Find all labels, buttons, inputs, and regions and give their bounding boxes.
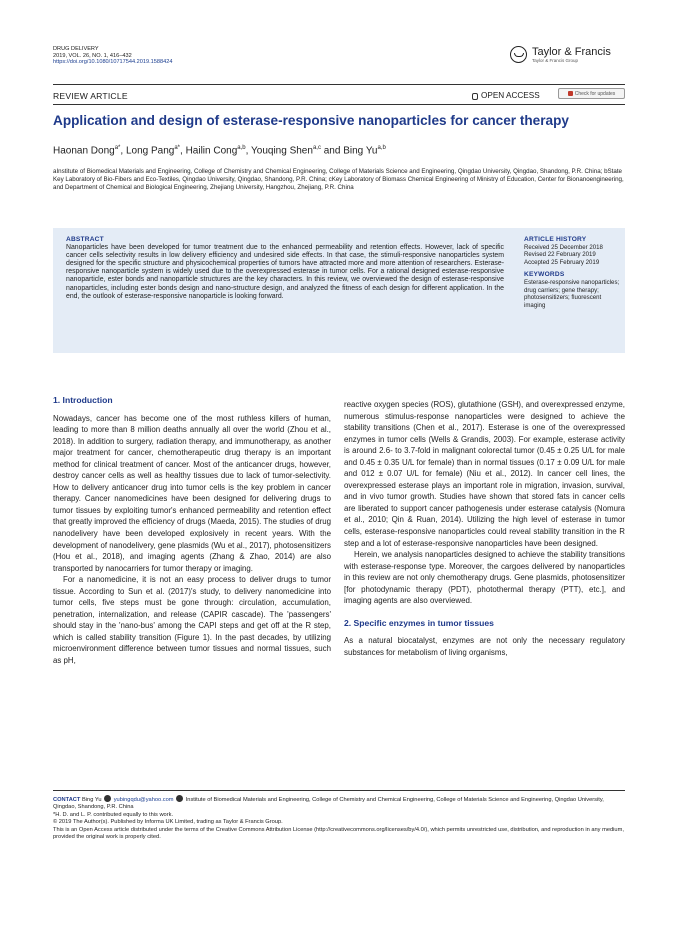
license: This is an Open Access article distributed under the terms of the Creative Commons Attribution License (http://creativecommons.org/licenses/by/4.0/), which permits unrestricted use, distribution, and reproduction in any medium, provided the original work is properly cited. [53,826,624,841]
journal-info [53,46,172,66]
check-updates-button[interactable] [558,88,625,99]
publisher-emblem-icon [510,46,527,63]
title-rule [53,104,625,105]
journal-volume: 2019, VOL. 26, NO. 1, 416–432 [53,52,132,59]
author-affil: a* [114,145,121,151]
affiliations: aInstitute of Biomedical Materials and Engineering, College of Chemistry and Chemical Engineering, College of Materials Science and Engineering, Qingdao University, Qingdao, Shandong, P.R. China; bState Key Laboratory of Bio-Fibers and Eco-Textiles, Qingdao University, Qingdao, Shandong, P.R. China; cKey Laboratory of Biomass Chemical Engineering of Ministry of Education, Center for Bionanoengineering, and Department of Chemical and Biological Engineering, Zhejiang University, Hangzhou, Zhejiang, P.R. China [53,168,624,191]
copyright: © 2019 The Author(s). Published by Informa UK Limited, trading as Taylor & Francis Group. [53,819,283,826]
contact-label: CONTACT [53,797,81,803]
intro-paragraph-2: For a nanomedicine, it is not an easy process to deliver drugs to tumor tissue. According to Sun et al. (2017)'s study, to delivery nanomedicine into tumor cells, five steps must be gone through: circulation, accumulation, penetration, internalization, and release (CAPIR cascade). The 'passengers' should stay in the 'nano-bus' among the CAPI steps and get off at the R step, which is called stability transition (Figure 1). In the past decades, by utilizing microenvironment difference between tumor tissues and normal tissues, such as pH, [53,575,331,666]
open-access-label: OPEN ACCESS [481,91,540,100]
publisher-name: Taylor & Francis [532,46,611,58]
abstract-heading: ABSTRACT [66,236,104,243]
open-lock-icon [472,93,478,100]
author-affil: a* [174,145,181,151]
author-name[interactable]: Bing Yu [343,145,378,157]
footer-rule [53,790,625,791]
intro-paragraph-3: reactive oxygen species (ROS), glutathione (GSH), and overexpressed enzyme, numerous stimulus-response nanoparticles were designed to achieve the stability transitions (Chen et al., 2017). Esterase is one of the overexpressed enzymes in tumor cells (Wells & Grandis, 2003). For example, esterase activity is around 2.6- to 3.7-fold in malignant colorectal tumor (0.45 ± 0.25 U/L for male and 0.45 ± 0.35 U/L for female) than in normal tissues (0.17 ± 0.09 U/L for male and 012 ± 0.07 U/L for female) (Niu et al., 2012). In cancer cell lines, the overexpressed esterase plays an important role in migration, invasion, survival, and in vivo tumor growth. Studies have shown that stored fats in cancer cells are liberated to support cancer pathogenesis under esterase catalysis (Nomura et al., 2010; Qin & Ruan, 2014). Utilizing the high level of esterase in tumor cells, esterase-responsive nanoparticles could reveal stability transition in the R step and a lot of esterase-responsive nanoparticles have been designed. [344,400,625,548]
abstract [66,236,504,301]
equal-contribution: *H. D. and L. P. contributed equally to this work. [53,811,174,818]
history-accepted: Accepted 25 February 2019 [524,258,600,266]
history-heading: ARTICLE HISTORY [524,236,587,243]
author-affil: a,b [237,145,246,151]
open-access-badge [472,91,540,100]
author-name[interactable]: Long Pang [125,145,175,157]
crossmark-icon [568,91,573,96]
header-rule [53,84,625,85]
contact-email[interactable]: yubingqdu@yahoo.com [113,797,174,803]
section2-heading: 2. Specific enzymes in tumor tissues [344,617,494,628]
article-sidebar [524,236,624,309]
keywords-text: Esterase-responsive nanoparticles; drug carriers; gene therapy; photosensitizers; fluorescent imaging [524,278,620,309]
email-icon [104,795,111,802]
author-affil: a,c [312,145,321,151]
article-type: REVIEW ARTICLE [53,91,128,101]
article-title: Application and design of esterase-responsive nanoparticles for cancer therapy [53,113,569,128]
right-column [344,399,625,658]
keywords-heading: KEYWORDS [524,271,565,279]
author-name[interactable]: Haonan Dong [53,145,115,157]
intro-heading: 1. Introduction [53,395,113,405]
contact-name: Bing Yu [81,797,102,803]
abstract-text: Nanoparticles have been developed for tumor treatment due to the enhanced permeability and retention effects. However, lack of specific cancer cells selectivity results in low delivery efficiency and undesired side effects. In that case, the stimuli-responsive nanoparticles system designed for the specific structure and physicochemical properties of tumors have attracted more and more attention of researchers. Esterase-responsive nanoparticle system is widely used due to the overexpressed esterase in tumor cells. For a rational designed esterase-responsive nanoparticle, ester bonds and nanoparticle structures are the key characters. In this review, we overviewed the design of esterase-responsive nanoparticles, including ester bonds design and nano-structure design, and analyzed the fitness of each design for different application. In the end, the outlook of esterase-responsive nanoparticle is looking forward. [66,244,504,300]
left-column [53,395,331,667]
footer-notes [53,795,625,841]
author-affil: a,b [377,145,386,151]
contact-line [53,795,625,812]
history-revised: Revised 22 February 2019 [524,251,596,259]
author-list: Haonan Dong$^{a*}$, Long Pang$^{a*}$, Hailin Cong$^{a,b}$, Youqing Shen$^{a,c}$ and Bing Yu$^{a,b}$ [53,145,386,157]
publisher-group: Taylor & Francis Group [532,58,579,63]
history-received: Received 25 December 2018 [524,243,603,251]
author-name[interactable]: Youqing Shen [251,145,313,157]
section2-paragraph-1: As a natural biocatalyst, enzymes are not only the necessary regulatory substances for metabolism of living organisms, [344,636,625,657]
intro-paragraph-1: Nowadays, cancer has become one of the most ruthless killers of human, leading to more than 8 million deaths annually all over the world (Zhou et al., 2018). In addition to surgery, radiation therapy, and immunotherapy, as another major treatment for cancer, chemotherapeutic drug therapy is an important method for clinical treatment of cancer. Most of the anticancer drugs, however, destroy cancer cells as well as healthy tissues due to lack of tumor-selectivity. How to delivery anticancer drug into tumor cells is the key problem in cancer therapy. Cancer nanomedicines have been designed for delivering drugs to tumor tissues by exploiting tumor's enhanced permeability and retention effect that greatly improved the efficiency of drugs (Maeda, 2015). The studies of drug nanodelivery have been developed explosively in recent years. With the development of nanodelivery, gene plasmids (Wu et al., 2017), photosensitizers (Hou et al., 2018), and imaging agents (Zhang & Zhao, 2014) are also transported by nanocarriers for tumor therapy or imaging. [53,413,331,573]
contact-address: Institute of Biomedical Materials and Engineering, College of Chemistry and Chemical Engineering, College of Materials Science and Engineering, Qingdao University, Qingdao, Shandong, P.R. China [53,797,604,811]
journal-name: DRUG DELIVERY [53,46,99,52]
check-updates-label: Check for updates [574,90,616,97]
author-name[interactable]: Hailin Cong [185,145,238,157]
publisher-logo[interactable] [510,46,611,63]
doi-link[interactable]: https://doi.org/10.1080/10717544.2019.1588424 [53,59,173,66]
intro-paragraph-4: Herein, we analysis nanoparticles designed to achieve the stability transitions with esterase-response type. Moreover, the cargoes delivered by nanoparticles in this review are not only chemotherapy drugs. Gene plasmids, photosensitizer [for photodynamic therapy (PDT), photothermal therapy (PTT), etc.], and imaging agents are also overviewed. [344,550,625,606]
institution-icon [176,795,183,802]
